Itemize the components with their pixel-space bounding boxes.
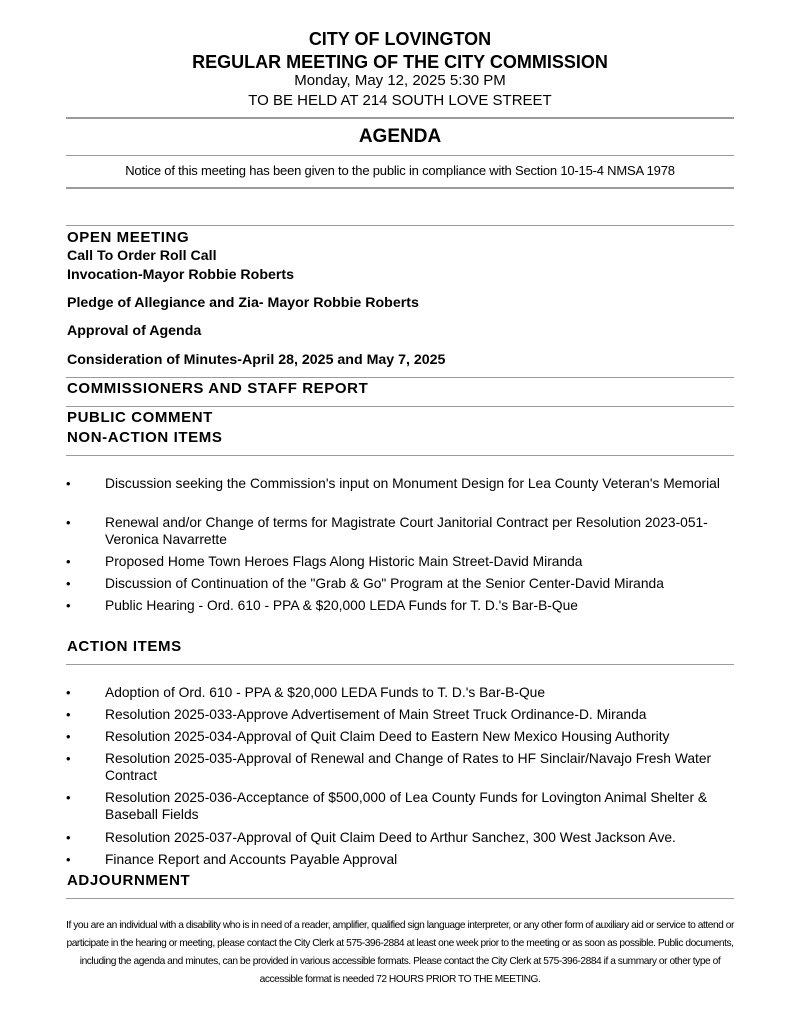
- divider: [66, 455, 734, 456]
- list-item: Resolution 2025-033-Approve Advertisement of Main Street Truck Ordinance-D. Miranda: [105, 707, 647, 722]
- public-comment-heading: PUBLIC COMMENT: [67, 409, 213, 426]
- adjournment-heading: ADJOURNMENT: [67, 872, 191, 889]
- divider: [66, 377, 734, 378]
- divider: [66, 117, 734, 119]
- agenda-title: AGENDA: [358, 126, 442, 147]
- bullet: •: [66, 576, 71, 591]
- meeting-datetime: Monday, May 12, 2025 5:30 PM: [294, 72, 506, 89]
- list-item: Resolution 2025-034-Approval of Quit Claim Deed to Eastern New Mexico Housing Authority: [105, 729, 670, 744]
- bullet: •: [66, 685, 71, 700]
- list-item: Resolution 2025-035-Approval of Renewal and Change of Rates to HF Sinclair/Navajo Fresh Water Contract: [105, 751, 712, 783]
- city-name: CITY OF LOVINGTON: [308, 29, 492, 49]
- notice-text: Notice of this meeting has been given to the public in compliance with Section 10-15-4 NMSA 1978: [125, 163, 675, 178]
- divider: [66, 664, 734, 665]
- list-item: Public Hearing - Ord. 610 - PPA & $20,000 LEDA Funds for T. D.'s Bar-B-Que: [105, 598, 578, 613]
- pledge: Pledge of Allegiance and Zia- Mayor Robbie Roberts: [67, 295, 419, 311]
- divider: [66, 155, 734, 156]
- list-item: Discussion of Continuation of the "Grab & Go" Program at the Senior Center-David Miranda: [105, 576, 664, 591]
- consideration-of-minutes: Consideration of Minutes-April 28, 2025 and May 7, 2025: [67, 352, 446, 368]
- meeting-location: TO BE HELD AT 214 SOUTH LOVE STREET: [248, 92, 552, 109]
- divider: [66, 406, 734, 407]
- divider: [66, 225, 734, 226]
- approval-of-agenda: Approval of Agenda: [67, 323, 202, 339]
- call-to-order: Call To Order Roll Call: [67, 248, 217, 264]
- meeting-title: REGULAR MEETING OF THE CITY COMMISSION: [192, 52, 608, 72]
- bullet: •: [66, 707, 71, 722]
- list-item: Resolution 2025-037-Approval of Quit Claim Deed to Arthur Sanchez, 300 West Jackson Ave.: [105, 830, 676, 845]
- list-item: Renewal and/or Change of terms for Magistrate Court Janitorial Contract per Resolution 2023-051-Veronica Navarrette: [105, 515, 708, 547]
- bullet: •: [66, 729, 71, 744]
- bullet: •: [66, 598, 71, 613]
- list-item: Proposed Home Town Heroes Flags Along Historic Main Street-David Miranda: [105, 554, 583, 569]
- action-items-heading: ACTION ITEMS: [67, 638, 182, 655]
- open-meeting-heading: OPEN MEETING: [67, 229, 190, 246]
- list-item: Adoption of Ord. 610 - PPA & $20,000 LEDA Funds to T. D.'s Bar-B-Que: [105, 685, 546, 700]
- divider: [66, 187, 734, 189]
- bullet: •: [66, 554, 71, 569]
- non-action-heading: NON-ACTION ITEMS: [67, 429, 223, 446]
- bullet: •: [66, 476, 71, 491]
- commissioners-heading: COMMISSIONERS AND STAFF REPORT: [67, 380, 369, 397]
- list-item: Finance Report and Accounts Payable Approval: [105, 852, 398, 867]
- bullet: •: [66, 751, 71, 766]
- accessibility-notice: If you are an individual with a disability who is in need of a reader, amplifier, qualified sign language interpreter, or any other form of auxiliary aid or service to attend or participate in the hearing or meeting, please contact the City Clerk at 575-396-2884 at least one week prior to the meeting or as soon as possible. Public documents, including the agenda and minutes, can be provided in various accessible formats. Please contact the City Clerk at 575-396-2884 if a summary or other type of accessible format is needed 72 HOURS PRIOR TO THE MEETING.: [66, 920, 734, 985]
- bullet: •: [66, 830, 71, 845]
- list-item: Discussion seeking the Commission's input on Monument Design for Lea County Veteran's Memorial: [105, 476, 720, 491]
- bullet: •: [66, 515, 71, 530]
- list-item: Resolution 2025-036-Acceptance of $500,000 of Lea County Funds for Lovington Animal Shelter & Baseball Fields: [105, 790, 708, 822]
- bullet: •: [66, 790, 71, 805]
- divider: [66, 898, 734, 899]
- invocation: Invocation-Mayor Robbie Roberts: [67, 267, 295, 283]
- bullet: •: [66, 852, 71, 867]
